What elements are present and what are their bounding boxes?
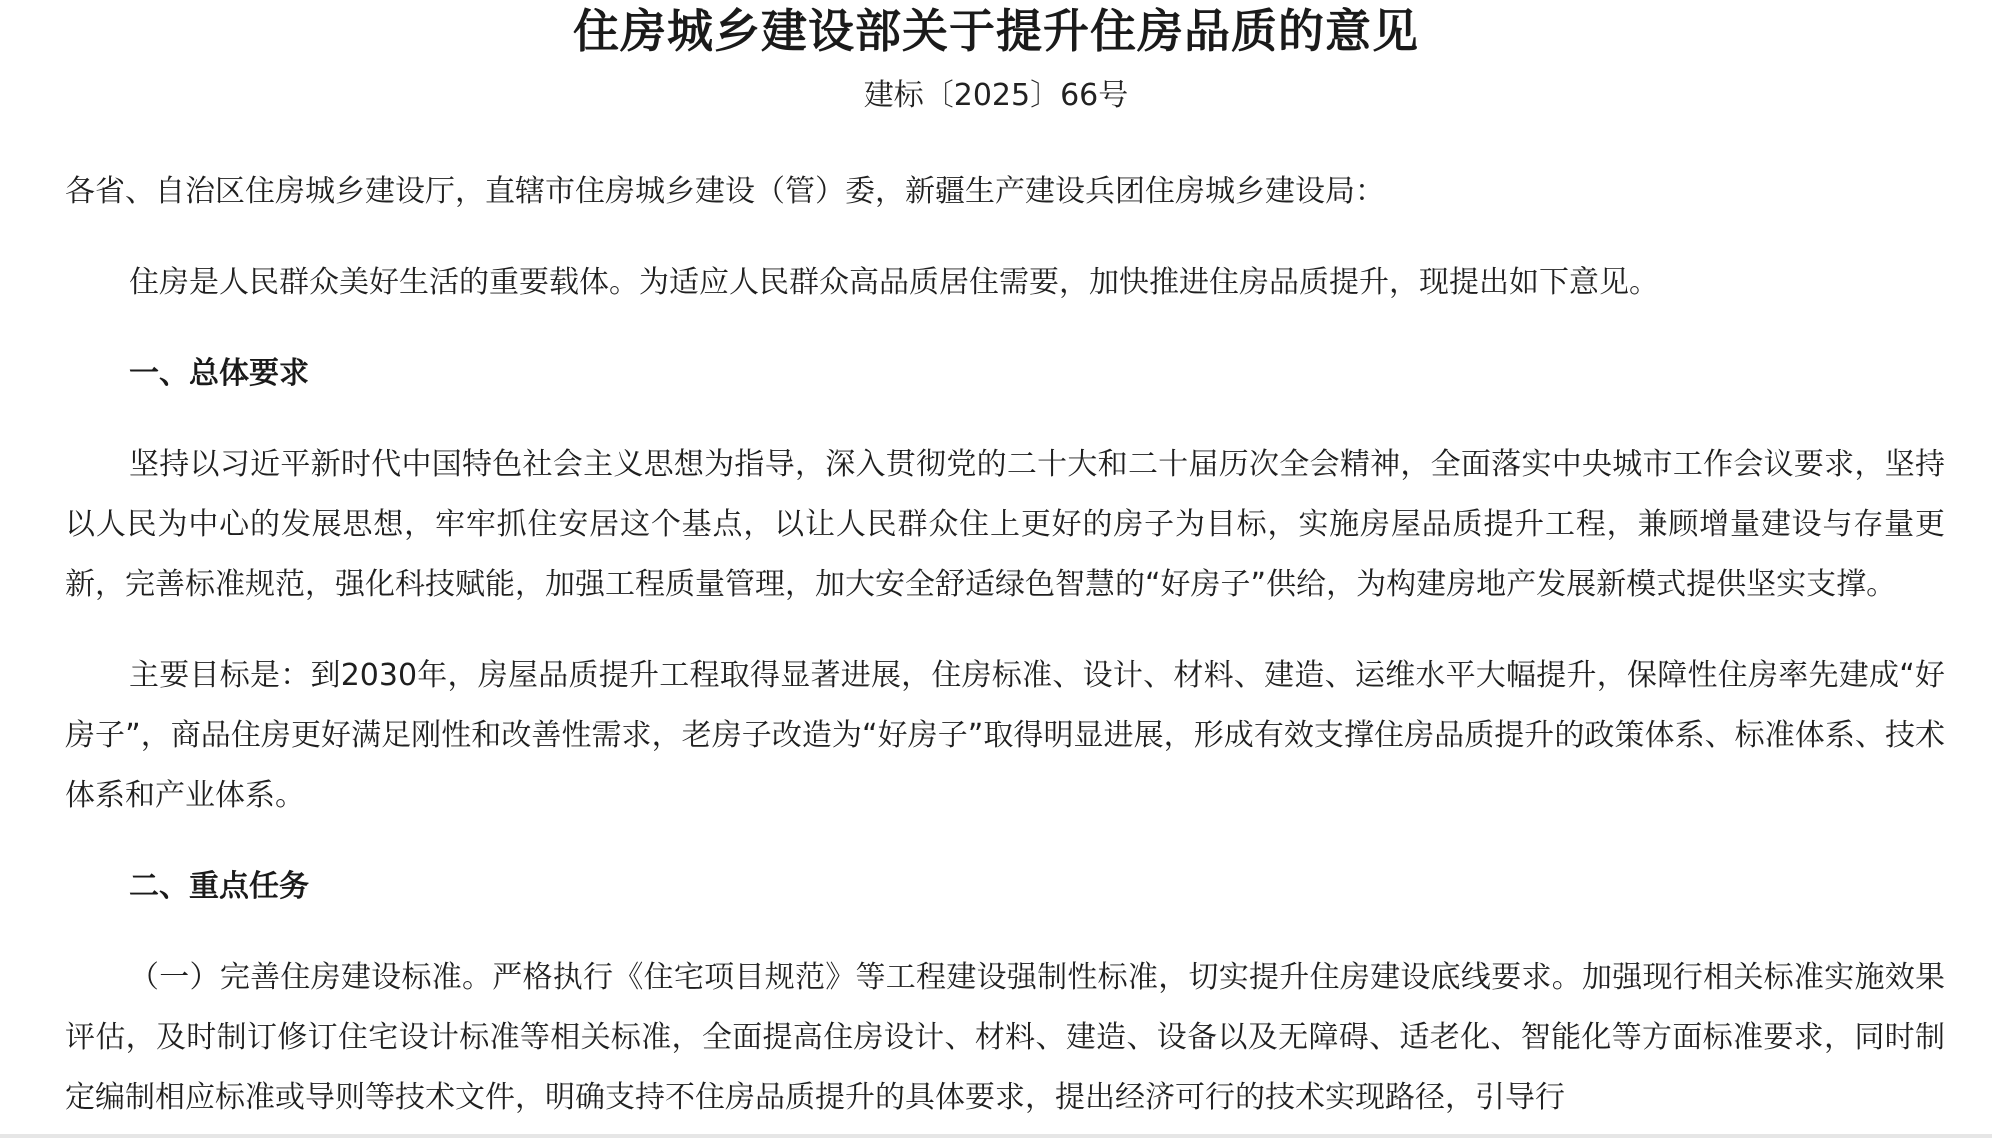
- document-body: [65, 162, 1945, 1138]
- section-heading-general-requirements: 一、总体要求: [129, 356, 309, 391]
- addressee-line: 各省、自治区住房城乡建设厅，直辖市住房城乡建设（管）委，新疆生产建设兵团住房城乡建设局：: [65, 174, 1385, 209]
- main-goals-paragraph: 主要目标是：到2030年，房屋品质提升工程取得显著进展，住房标准、设计、材料、建造、运维水平大幅提升，保障性住房率先建成“好房子”，商品住房更好满足刚性和改善性需求，老房子改造为“好房子”取得明显进展，形成有效支撑住房品质提升的政策体系、标准体系、技术体系和产业体系。: [65, 658, 1945, 813]
- intro-paragraph: 住房是人民群众美好生活的重要载体。为适应人民群众高品质居住需要，加快推进住房品质提升，现提出如下意见。: [129, 265, 1659, 300]
- bottom-divider: [0, 1134, 1992, 1138]
- guiding-principles-paragraph: 坚持以习近平新时代中国特色社会主义思想为指导，深入贯彻党的二十大和二十届历次全会精神，全面落实中央城市工作会议要求，坚持以人民为中心的发展思想，牢牢抓住安居这个基点，以让人民群众住上更好的房子为目标，实施房屋品质提升工程，兼顾增量建设与存量更新，完善标准规范，强化科技赋能，加强工程质量管理，加大安全舒适绿色智慧的“好房子”供给，为构建房地产发展新模式提供坚实支撑。: [65, 447, 1945, 602]
- task-one-paragraph: （一）完善住房建设标准。严格执行《住宅项目规范》等工程建设强制性标准，切实提升住房建设底线要求。加强现行相关标准实施效果评估，及时制订修订住宅设计标准等相关标准，全面提高住房设计、材料、建造、设备以及无障碍、适老化、智能化等方面标准要求，同时制定编制相应标准或导则等技术文件，明确支持不住房品质提升的具体要求，提出经济可行的技术实现路径，引导行: [65, 960, 1945, 1115]
- document-title: 住房城乡建设部关于提升住房品质的意见: [573, 4, 1419, 58]
- document-number: 建标〔2025〕66号: [863, 78, 1129, 113]
- section-heading-key-tasks: 二、重点任务: [129, 869, 309, 904]
